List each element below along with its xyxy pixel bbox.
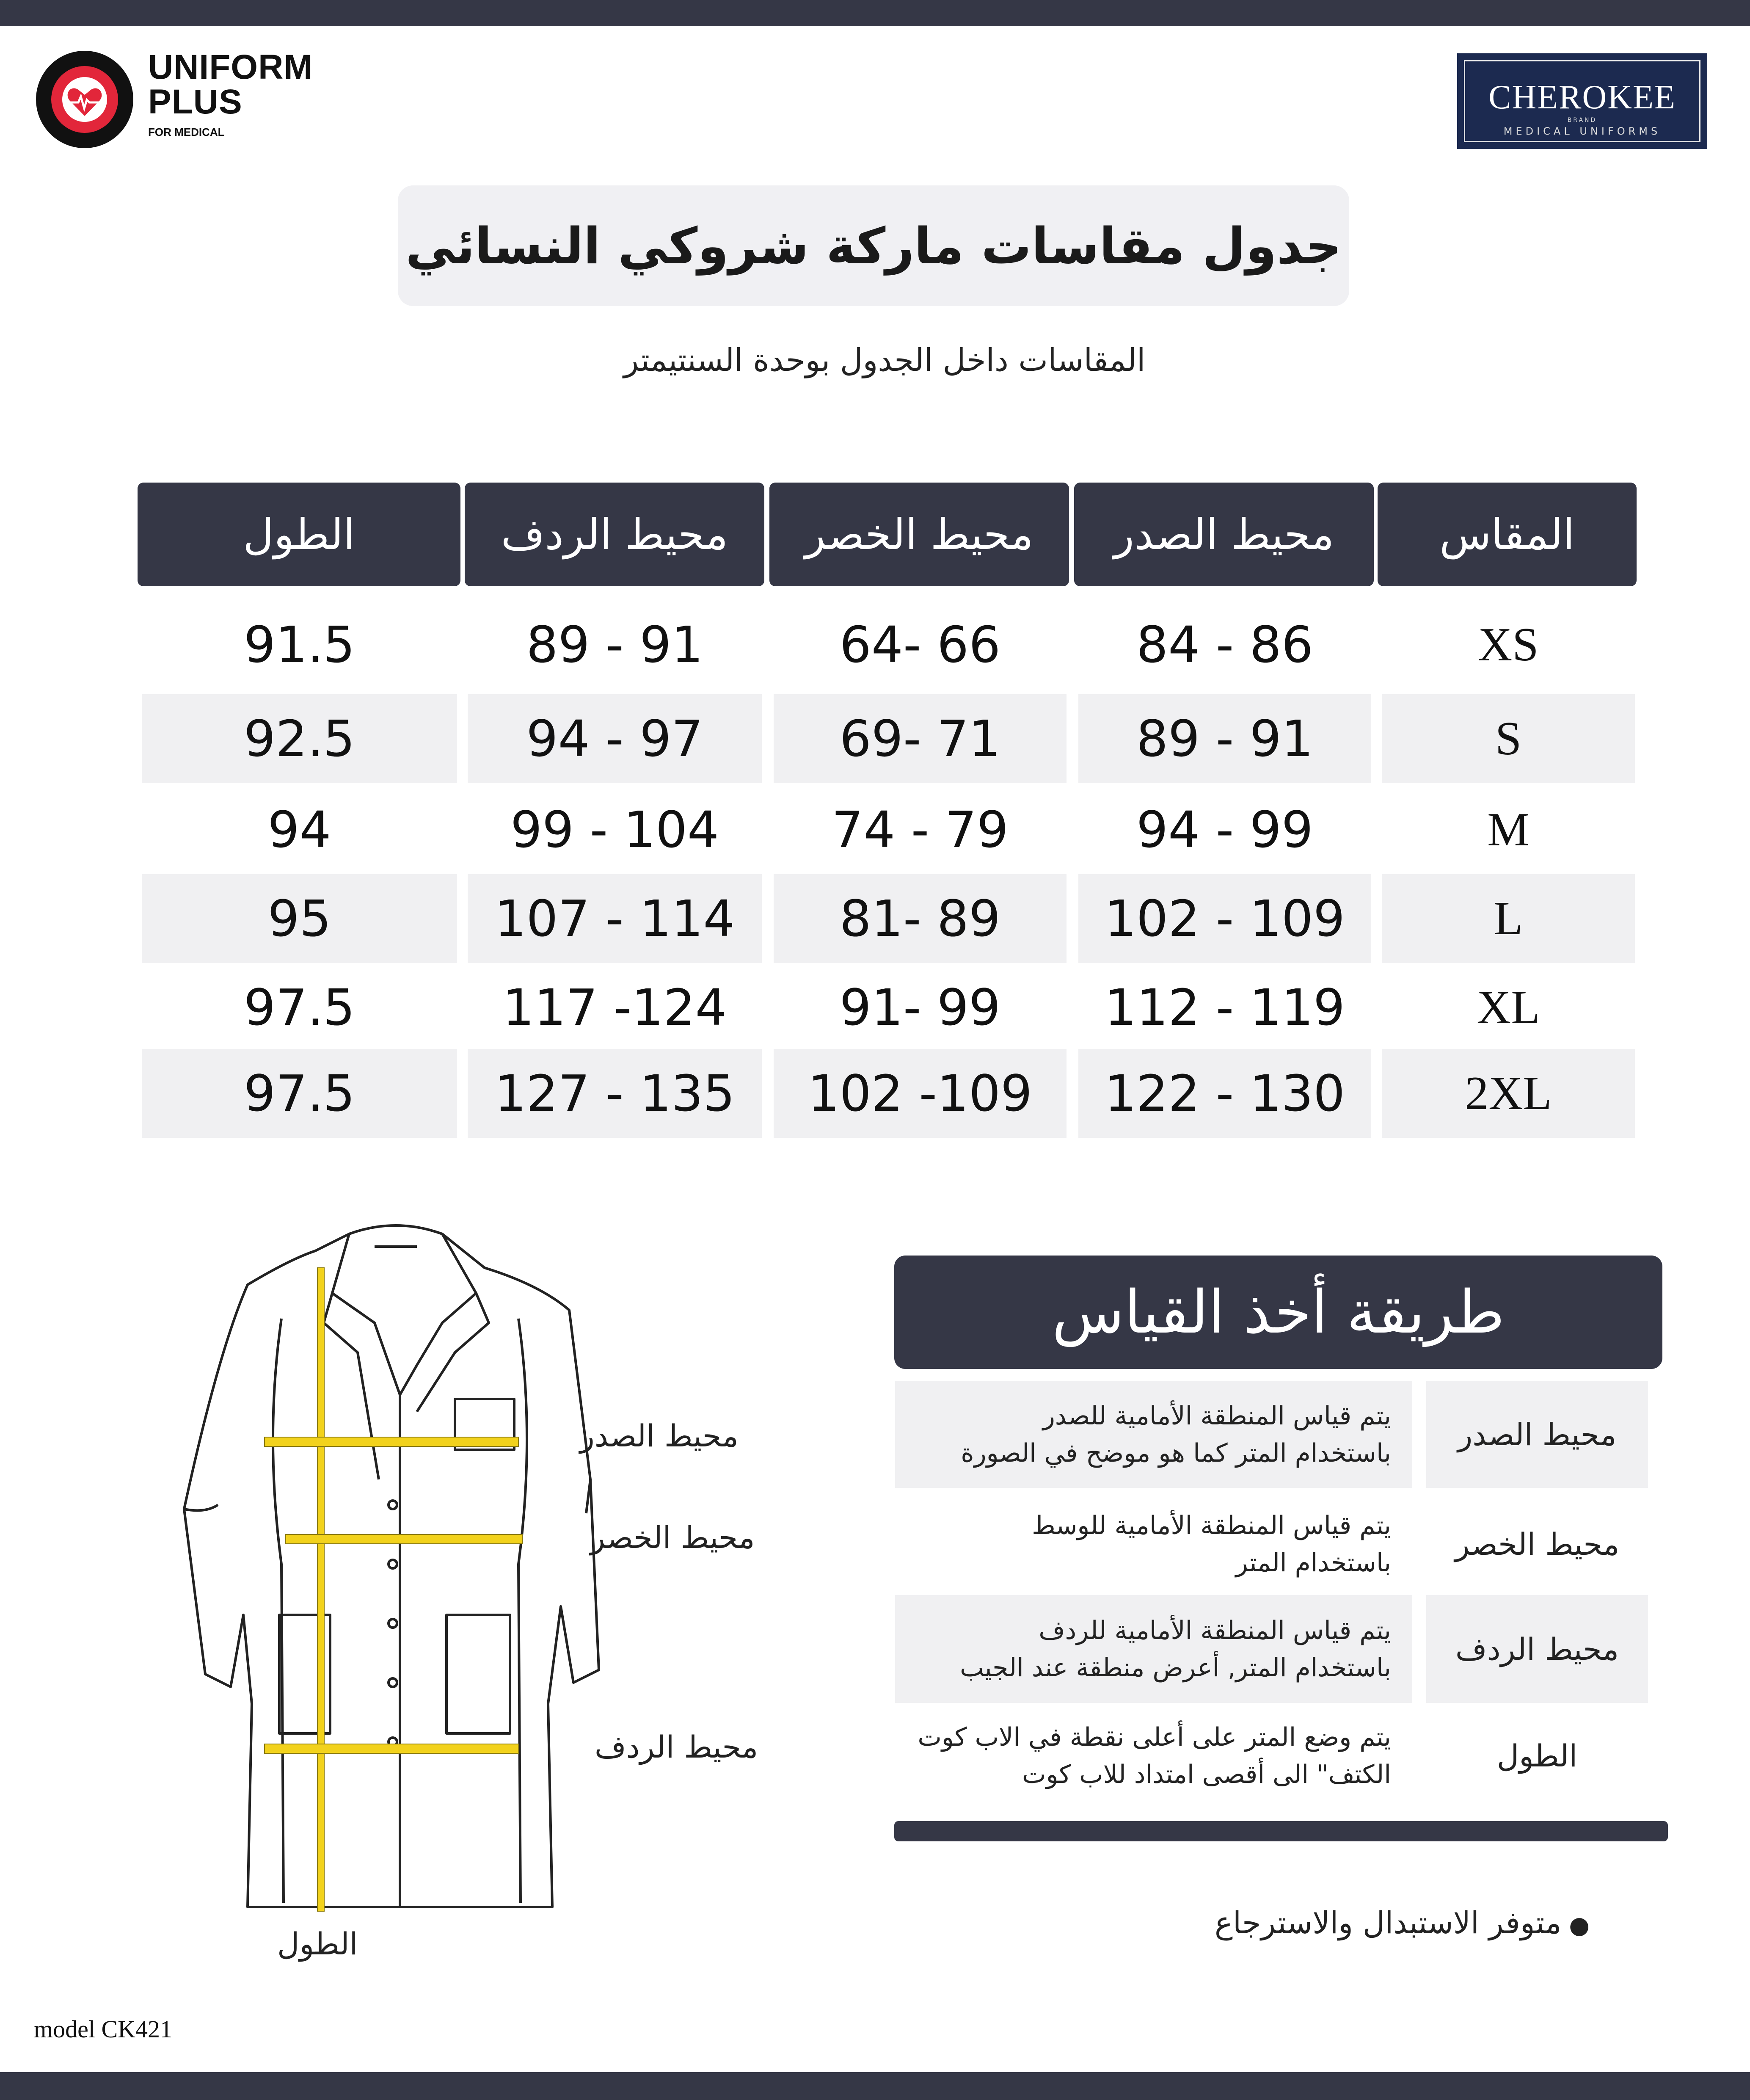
top-bar [0,0,1750,26]
page-title: جدول مقاسات ماركة شروكي النسائي [405,216,1342,275]
bottom-bar [0,2072,1750,2100]
method-desc-line: يتم وضع المتر على أعلى نقطة في الاب كوت [918,1722,1391,1752]
method-desc-line: الكتف" الى أقصى امتداد للاب كوت [1022,1759,1391,1789]
method-label-waist: محيط الخصر [1455,1526,1620,1562]
th-waist: محيط الخصر [769,483,1069,586]
uniform-plus-logo [36,51,133,148]
bullet-icon: ● [1561,1912,1590,1939]
th-size: المقاس [1378,483,1637,586]
table-cell-hip: 89 - 91 [526,615,703,674]
table-cell-waist: 81- 89 [774,874,1067,963]
lab-coat-diagram [121,1183,857,1928]
table-cell-chest: 84 - 86 [1136,615,1313,674]
method-desc-line: يتم قياس المنطقة الأمامية للردف [1039,1615,1391,1645]
table-cell-chest: 89 - 91 [1078,694,1371,783]
table-cell-length: 95 [142,874,457,963]
measuring-tapes [265,1268,523,1911]
label-chest: محيط الصدر [580,1418,739,1454]
label-hip: محيط الردف [595,1729,758,1765]
brand-line-1: UNIFORM [148,48,313,86]
method-desc-length [895,1706,1412,1805]
method-title: طريقة أخذ القياس [894,1256,1662,1369]
method-label-hip: محيط الردف [1426,1595,1648,1703]
table-cell-hip: 117 -124 [502,978,727,1037]
uniform-plus-wordmark [148,50,313,141]
table-cell-waist: 91- 99 [839,978,1001,1037]
table-cell-hip: 94 - 97 [468,694,762,783]
method-desc-chest [895,1381,1412,1488]
table-cell-size: 2XL [1382,1049,1635,1138]
table-cell-waist: 102 -109 [774,1049,1067,1138]
th-length: الطول [138,483,460,586]
method-footer-bar [894,1821,1668,1841]
table-cell-size: L [1382,874,1635,963]
table-cell-hip: 99 - 104 [510,800,719,859]
note-text: متوفر الاستبدال والاسترجاع [1215,1905,1562,1940]
method-desc-line: يتم قياس المنطقة الأمامية للصدر [1042,1401,1391,1431]
table-cell-waist: 69- 71 [774,694,1067,783]
table-cell-chest: 122 - 130 [1078,1049,1371,1138]
table-cell-length: 97.5 [142,1049,457,1138]
cherokee-logo [1457,53,1707,149]
table-cell-length: 92.5 [142,694,457,783]
method-desc-waist [895,1493,1412,1595]
table-cell-size: XS [1478,618,1539,671]
return-policy-note [1215,1905,1590,1940]
table-cell-chest: 102 - 109 [1078,874,1371,963]
method-desc-line: يتم قياس المنطقة الأمامية للوسط [1032,1511,1391,1540]
cherokee-name: CHEROKEE [1488,79,1676,116]
page-subtitle: المقاسات داخل الجدول بوحدة السنتيمتر [623,342,1146,378]
method-desc-line: باستخدام المتر, أعرض منطقة عند الجيب [960,1653,1391,1683]
method-desc-line: باستخدام المتر [1235,1548,1391,1578]
table-cell-length: 91.5 [244,615,355,674]
table-cell-size: XL [1477,981,1540,1034]
heartbeat-heart-icon [66,87,103,117]
th-hip: محيط الردف [465,483,764,586]
table-cell-hip: 127 - 135 [468,1049,762,1138]
method-desc-line: باستخدام المتر كما هو موضح في الصورة [961,1438,1391,1468]
cherokee-brand-small: BRAND [1567,117,1597,124]
table-cell-size: S [1382,694,1635,783]
method-label-length: الطول [1496,1738,1578,1774]
cherokee-sub: MEDICAL UNIFORMS [1503,125,1661,137]
brand-line-2: PLUS [148,83,243,121]
table-cell-chest: 94 - 99 [1136,800,1313,859]
method-label-chest: محيط الصدر [1426,1381,1648,1488]
table-cell-chest: 112 - 119 [1104,978,1345,1037]
brand-line-3: FOR MEDICAL [148,126,225,138]
model-number: model CK421 [34,2015,173,2043]
table-cell-length: 97.5 [244,978,355,1037]
label-waist: محيط الخصر [590,1520,755,1555]
method-desc-hip [895,1595,1412,1703]
page-title-box [398,185,1349,306]
table-cell-length: 94 [267,800,331,859]
table-cell-waist: 74 - 79 [832,800,1009,859]
table-cell-size: M [1487,803,1530,856]
lab-coat-illustration [121,1183,857,1928]
th-chest: محيط الصدر [1074,483,1374,586]
table-cell-hip: 107 - 114 [468,874,762,963]
table-cell-waist: 64- 66 [839,615,1001,674]
label-length: الطول [277,1926,358,1962]
